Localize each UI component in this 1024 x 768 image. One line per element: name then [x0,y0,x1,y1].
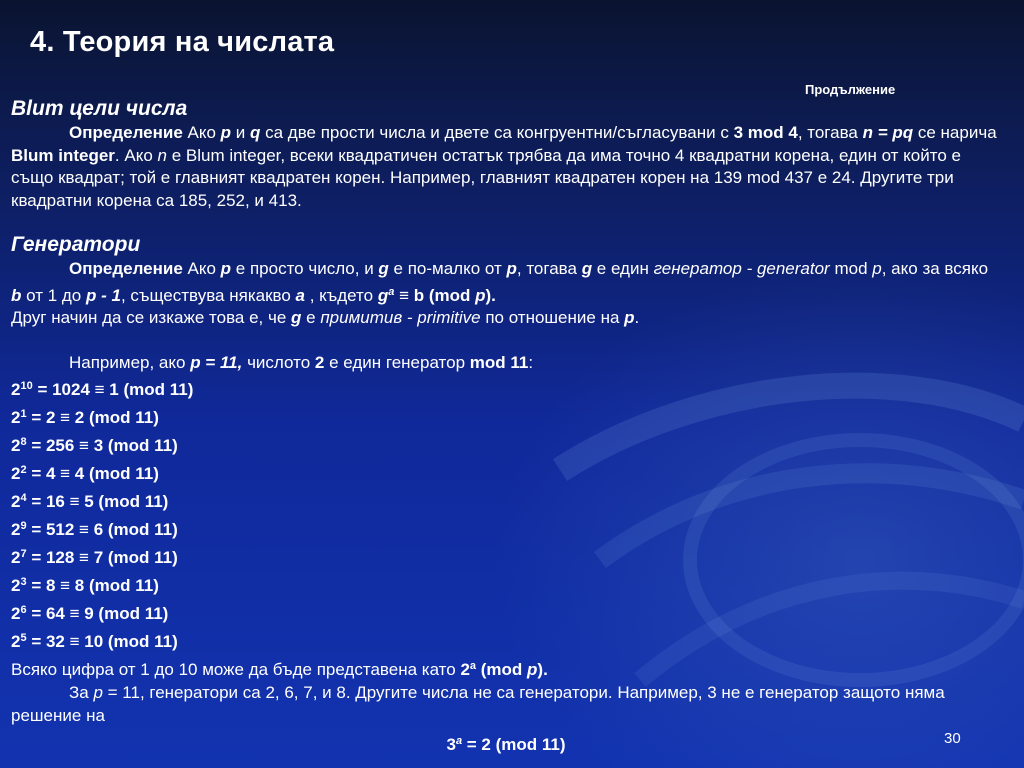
continuation-label: Продължение [805,82,896,97]
power-equation: $2^6 = 64 \equiv 9$ (mod 11) [11,604,169,623]
primitive-statement: Друг начин да се изкаже това е, че g е примитив - primitive по отношение на p. [11,308,640,327]
blum-definition: Определение Ако p и q са две прости числа и двете са конгруентни/съгласувани с 3 mod 4, тогава n = pq се нарича Blum integer. Ако n е Blum integer, всеки квадратичен остатък трябва да има точно 4 квадратни корена, един от който е също квадрат; той е главният квадратен корен. Например, главният квадратен корен на 139 mod 437 е 24. Другите три квадратни корена са 185, 252, и 413. [11,123,997,210]
representation-statement: Всяко цифра от 1 до 10 може да бъде представена като 2$^a$ (mod p). [11,660,548,679]
example-intro: Например, ако p = 11, числото 2 е един генератор mod 11: [69,352,534,372]
power-equation: $2^5 = 32 \equiv 10$ (mod 11) [11,632,178,651]
power-equation: $2^2 = 4 \equiv 4$ (mod 11) [11,464,159,483]
generators-heading: Генератори [11,233,141,256]
power-equation: $2^{10} = 1024 \equiv 1$ (mod 11) [11,380,194,399]
power-equation: $2^3 = 8 \equiv 8$ (mod 11) [11,576,159,595]
slide-title: 4. Теория на числата [30,26,335,58]
final-equation: $3^a = 2$ (mod 11) [446,735,566,754]
power-equation: $2^4 = 16 \equiv 5$ (mod 11) [11,492,169,511]
power-equation: $2^7 = 128 \equiv 7$ (mod 11) [11,548,178,567]
blum-heading: Blum цели числа [11,97,188,120]
power-equation: $2^8 = 256 \equiv 3$ (mod 11) [11,436,178,455]
blum-definition-label: Определение [69,123,183,142]
power-equation: $2^9 = 512 \equiv 6$ (mod 11) [11,520,178,539]
page-number: 30 [944,730,961,747]
generator-definition-label: Определение [69,259,183,278]
power-equation: $2^1 = 2 \equiv 2$ (mod 11) [11,408,159,427]
slide-content [11,96,1001,757]
generator-definition: Определение Ако p е просто число, и g е по-малко от p, тогава g е един генератор - generator mod p, ако за всяко b от 1 до p - 1, съществува някакво a , където $g^a \equiv b$ (mod p). [11,259,989,305]
power-equation-list [11,374,1001,654]
generators-conclusion: За p = 11, генератори са 2, 6, 7, и 8. Другите числа не са генератори. Например, 3 не е генератор защото няма решение на [11,683,945,725]
